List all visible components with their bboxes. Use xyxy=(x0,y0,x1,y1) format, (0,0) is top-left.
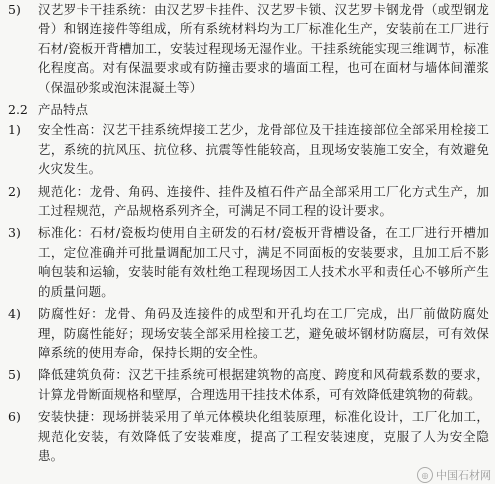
list-item-text: 安装快捷：现场拼装采用了单元体模块化组装原理，标准化设计，工厂化加工，规范化安装，有效降低了安装难度，提高了工程安装速度，克服了人为安全隐患。 xyxy=(38,409,489,463)
section-number: 2.2 xyxy=(8,102,28,118)
list-item xyxy=(6,223,489,301)
list-item xyxy=(6,304,489,362)
list-item-text: 标准化：石材/瓷板均使用自主研发的石材/瓷板开背槽设备，在工厂进行开槽加工，定位准确并可批量调配加工尺寸，满足不同面板的安装要求，且加工后不影响包装和运输，安装时能有效杜绝工程现场因工人技术水平和责任心不够所产生的质量问题。 xyxy=(38,225,489,299)
section-heading xyxy=(6,100,489,119)
watermark xyxy=(417,467,491,483)
watermark-text: 中国石材网 xyxy=(436,469,491,482)
section-title: 产品特点 xyxy=(38,102,89,118)
list-item-number: 2) xyxy=(8,183,21,199)
list-item-text: 安全性高：汉艺干挂系统焊接工艺少，龙骨部位及干挂连接部位全部采用栓接工艺，系统的抗风压、抗位移、抗震等性能较高，且现场安装施工安全，有效避免火灾发生。 xyxy=(38,122,489,177)
list-item xyxy=(6,182,489,221)
list-item-top xyxy=(6,0,489,97)
list-item-number: 6) xyxy=(8,409,21,425)
globe-logo-icon: ◎ xyxy=(417,467,433,483)
list-item-text: 降低建筑负荷：汉艺干挂系统可根据建筑物的高度、跨度和风荷载系数的要求，计算龙骨断面规格和壁厚，合理选用干挂技术体系，可有效降低建筑物的荷载。 xyxy=(38,367,489,402)
list-item-number: 4) xyxy=(8,306,21,322)
list-item-number: 5) xyxy=(8,367,21,383)
list-item-number: 3) xyxy=(8,225,21,241)
list-item xyxy=(6,407,489,465)
list-item xyxy=(6,365,489,404)
list-item-text: 防腐性好：龙骨、角码及连接件的成型和开孔均在工厂完成，出厂前做防腐处理，防腐性能好；现场安装全部采用栓接工艺，避免破坏钢材防腐层，可有效保障系统的使用寿命，保持长期的安全性。 xyxy=(38,306,489,360)
list-item-number: 5) xyxy=(8,2,21,17)
list-item xyxy=(6,120,489,178)
list-item-text: 汉艺罗卡干挂系统：由汉艺罗卡挂件、汉艺罗卡锁、汉艺罗卡钢龙骨（或型钢龙骨）和钢连接件等组成，所有系统材料均为工厂标准化生产，安装前在工厂进行石材/瓷板开背槽加工，安装过程现场无湿作业。干挂系统能实现三维调节，标准化程度高。对有保温要求或有防撞击要求的墙面工程，也可在面材与墙体间灌浆（保温砂浆或泡沫混凝土等） xyxy=(38,2,489,95)
list-item-number: 1) xyxy=(8,122,21,138)
list-item-text: 规范化：龙骨、角码、连接件、挂件及植石件产品全部采用工厂化方式生产，加工过程规范，产品规格系列齐全，可满足不同工程的设计要求。 xyxy=(38,183,489,219)
